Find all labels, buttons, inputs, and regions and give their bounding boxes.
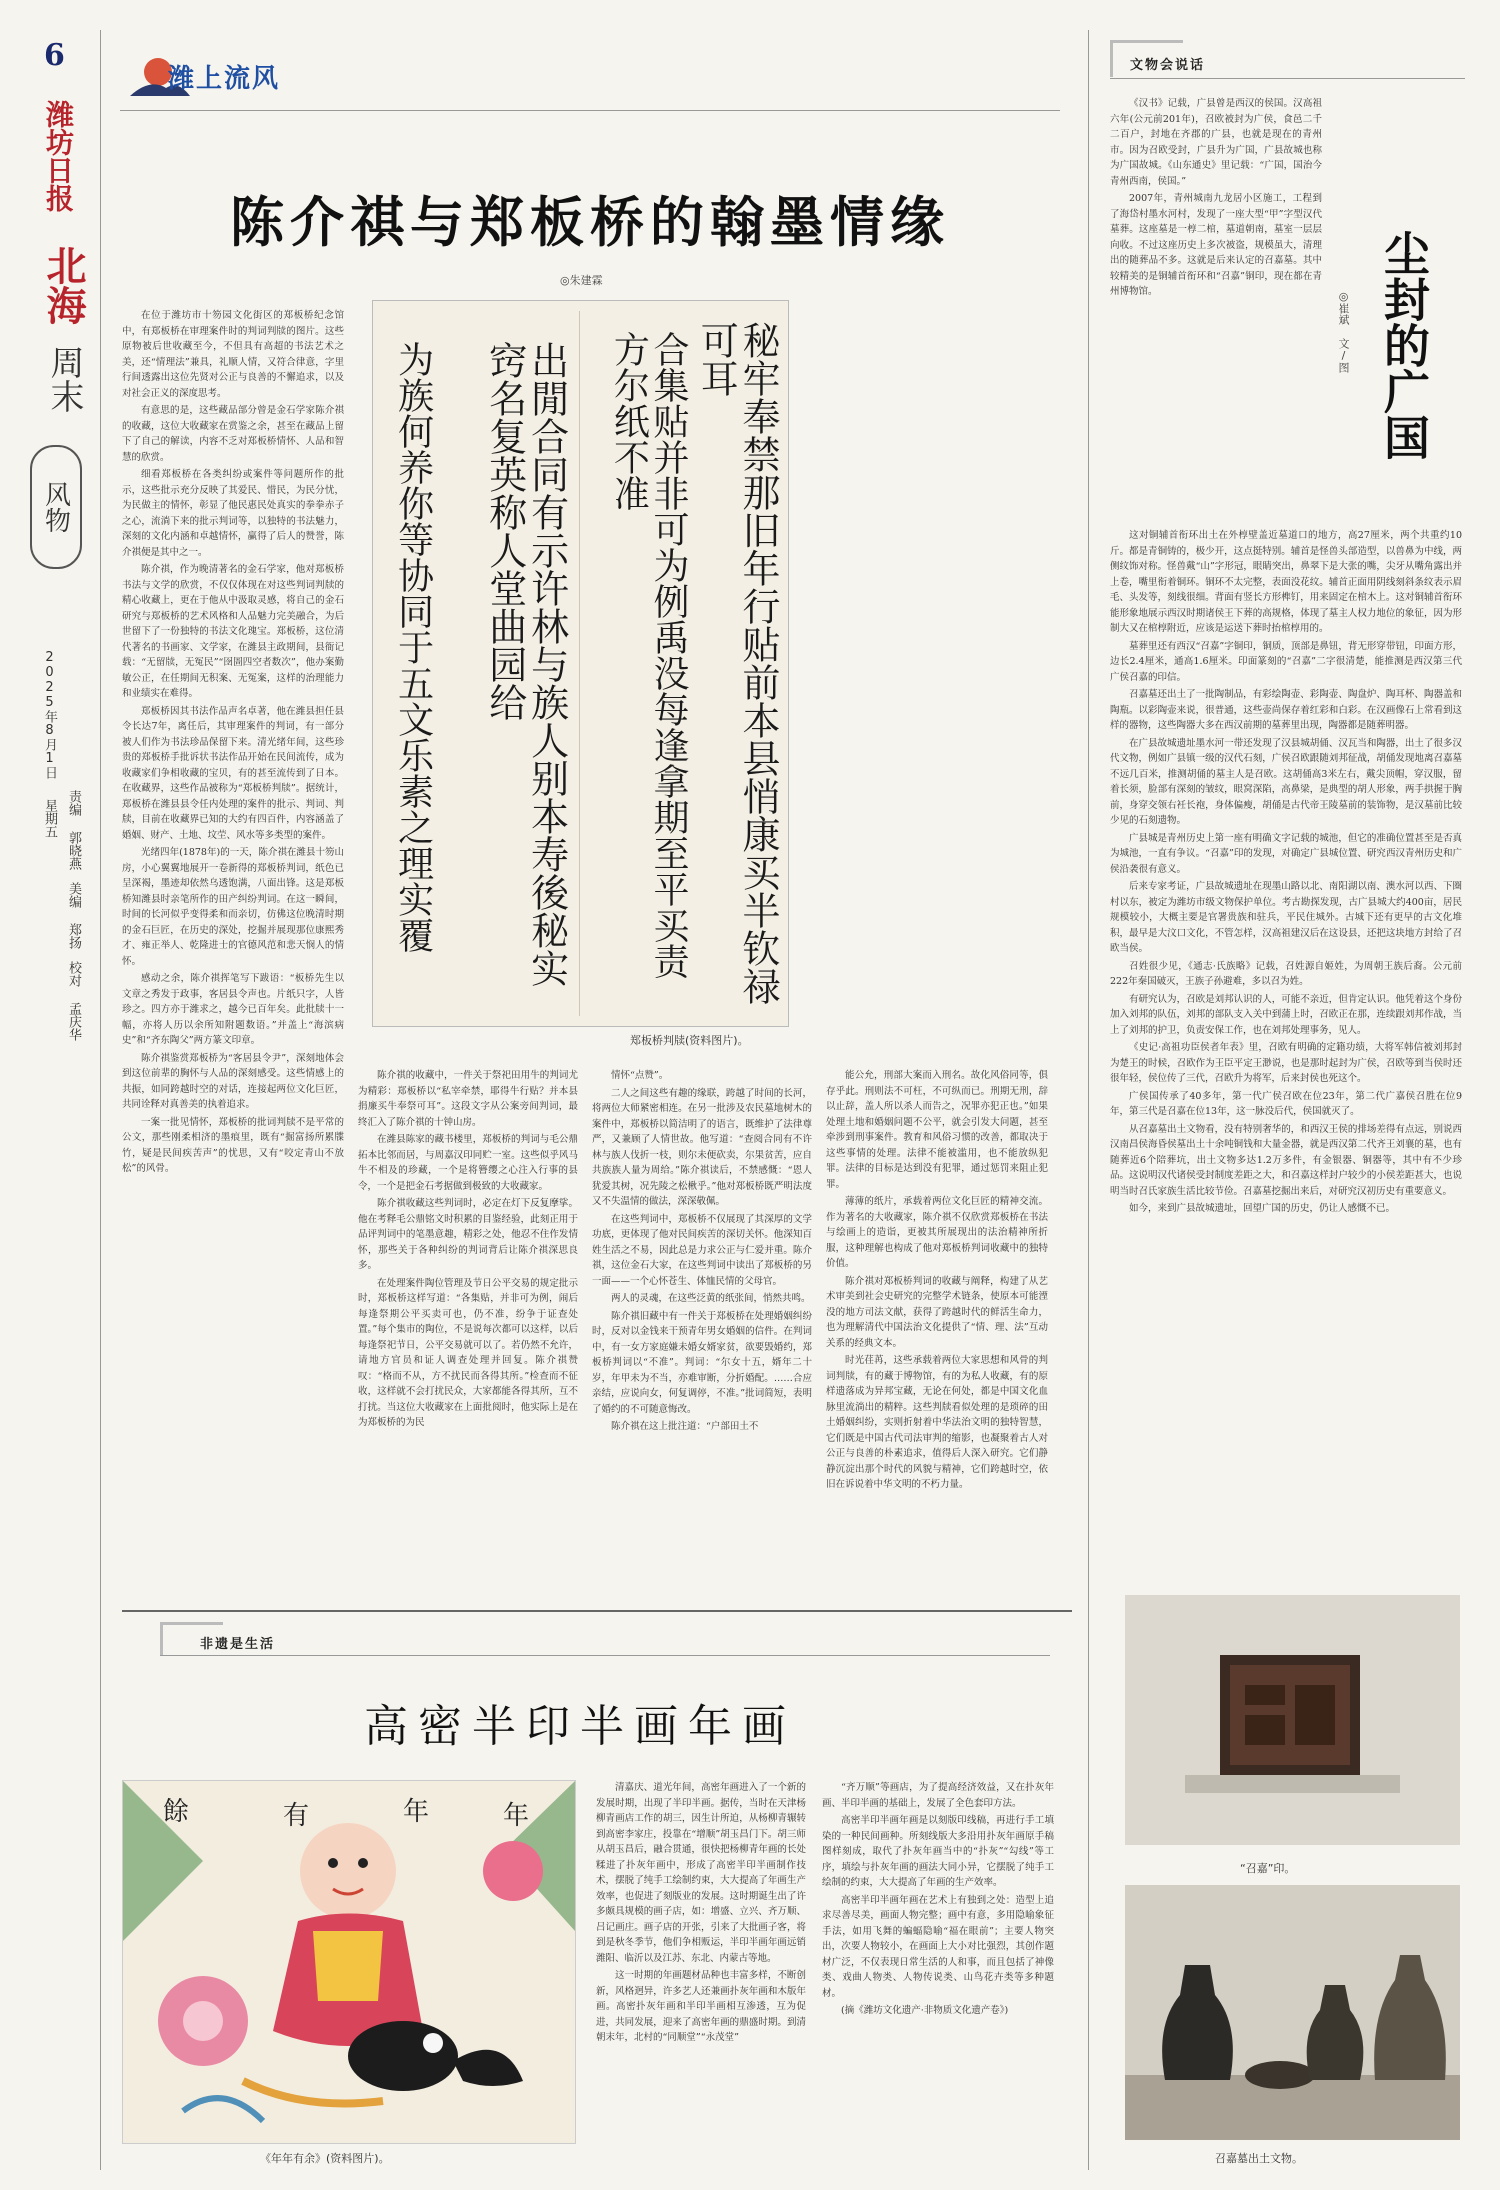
calligraphy-left-col1: 出閒合同有示许林与族人别本寿後秘实窍名复英称人堂曲园给 [482, 341, 569, 987]
paragraph: 郑板桥因其书法作品声名卓著，他在潍县担任县令长达7年，离任后，其审理案件的判词，有一部分被人们作为书法珍品保留下来。清光绪年间，这些珍贵的郑板桥手批诉状书法作品开始在民间流传，成为收藏家们争相收藏的宝贝，有的甚至流传到了日本。在收藏界，这些作品被称为“郑板桥判牍”。据统计，郑板桥在潍县县令任内处理的案件的批示、判词、判牍，目前在收藏界已知的大约有四百件，内容涵盖了婚姻、财产、土地、坟茔、风水等多类型的案件。 [122, 705, 344, 841]
paragraph: 有研究认为，召欧是刘邦认识的人，可能不亲近，但肯定认识。他凭着这个身份加入刘邦的队伍，刘邦的部队支入关中到蒲上时，召欧正在那，连续跟刘邦作战，当上了刘邦的护卫，负责安保工作，也在刘邦处理事务，见人。 [1110, 993, 1462, 1036]
column-label-text: 潍上流风 [168, 64, 281, 94]
paragraph: 清嘉庆、道光年间，高密年画进入了一个新的发展时期，出现了半印半画。据传，当时在天津杨柳青画店工作的胡三，因生计所迫，从杨柳青辗转到高密李家庄，投靠在“增顺”胡玉昌门下。胡三师从胡玉昌后，融合贯通，很快把杨柳青年画的长处糅进了扑灰年画中，形成了高密半印半画制作技术，摆脱了纯手工绘制约束，大大提高了年画生产效率，也促进了刻版业的发展。这时期诞生出了许多颇具规模的画子店，如：增盛、立兴、齐万顺、吕记画庄。画子店的开张，引来了大批画子客，将到是秋冬季节，他们争相贩运，半印半画年画远销潍阳、临沂以及江苏、东北、内蒙古等地。 [596, 1782, 806, 1964]
paragraph: 陈介祺鉴赏郑板桥为“客居县令尹”，深刻地体会到这位前辈的胸怀与人品的深刻感受。这些情感上的共振，如同跨越时空的对话，连接起两位文化巨匠，共同诠释对真善美的执着追求。 [122, 1052, 344, 1110]
paragraph: 召姓很少见，《通志·氏族略》记载，召姓源自姬姓，为周朝王族后裔。公元前222年秦国破灭，王族子孙避难，多以召为姓。 [1110, 960, 1462, 987]
calligraphy-right-col2: 合集贴并非可为例禹没每逢拿期至平买责方尔纸不准 [608, 331, 689, 979]
paragraph: 在潍县陈家的藏书楼里，郑板桥的判词与毛公鼎拓本比邻而居，与周嘉汉印同贮一室。这些似乎风马牛不相及的珍藏，一个是将簪缨之心注入行事的县令，一个是把金石考据做到极致的大收藏家。 [358, 1134, 578, 1192]
paragraph: “齐万顺”等画店，为了提高经济效益，又在扑灰年画、半印半画的基础上，发展了全色套印方法。 [822, 1782, 1054, 1809]
side-column-label: 文物会说话 [1130, 58, 1206, 73]
paragraph: 陈介祺在这上批注道：“户部田土不 [611, 1421, 759, 1432]
nianhua-char-2: 有 [283, 1801, 310, 1831]
main-article-col1 [122, 308, 344, 1598]
side-article-byline: ◎崔斌 文/图 [1337, 290, 1350, 373]
paragraph: 在这些判词中，郑板桥不仅展现了其深厚的文学功底，更体现了他对民间疾苦的深切关怀。他深知百姓生活之不易，因此总是力求公正与仁爱并重。陈介祺，这位金石大家，在这些判词中读出了郑板桥的另一面——一个心怀苍生、体恤民情的父母官。 [592, 1213, 812, 1287]
bottom-column-label: 非遗是生活 [200, 1637, 276, 1652]
new-year-painting-illustration [123, 1781, 575, 2143]
right-column-divider [1088, 30, 1089, 2170]
paragraph: (摘《潍坊文化遗产·非物质文化遗产卷》) [841, 2005, 1009, 2016]
paragraph: 陈介祺对郑板桥判词的收藏与阐释，构建了从艺术审美到社会史研究的完整学术链条，使原本可能湮没的地方司法文献，获得了跨越时代的鲜活生命力，也为理解清代中国法治文化提供了“情、理、法”互动关系的经典文本。 [826, 1275, 1048, 1349]
paragraph: 后来专家考证，广县故城遗址在现墨山路以北、南阳湖以南、澳水河以西、下圈村以东，被定为潍坊市级文物保护单位。考古勘探发现，古广县城大约400亩，居民规模较小，大概主要是官署贵族和驻兵，平民住城外。古城下还有更早的古文化堆积，最早是大汶口文化，不管怎样，汉高祖建汉后在这设县，还把这块地方封给了召欧当侯。 [1110, 881, 1462, 954]
paragraph: 情怀“点赞”。 [611, 1070, 669, 1081]
header-rule [120, 110, 1060, 111]
paragraph: 在广县故城遗址墨水河一带还发现了汉县城胡俑、汉瓦当和陶器，出土了很多汉代文物，例如广县镇一级的汉代石刻，广侯召欧跟随刘邦征战，胡俑发现地离召嘉墓不远几百米，推测胡俑的墓主人是召欧。这胡俑高3米左右，戴尖顶帽，穿汉服，留着长须，脸部有深刻的皱纹，眼窝深陷，高鼻梁，是典型的胡人形象，两手拱握于胸前，身穿交领右衽长袍，身体偏瘦，胡俑是古代帝王陵墓前的装饰物，是汉墓前比较少见的石刻遗物。 [1110, 737, 1462, 826]
edition-name: 北海 [40, 245, 87, 325]
paragraph: 薄薄的纸片，承载着两位文化巨匠的精神交流。作为著名的大收藏家，陈介祺不仅欣赏郑板桥在书法与绘画上的造诣，更被其所展现出的法治精神所折服，这种理解也构成了他对郑板桥判词收藏中的独特价值。 [826, 1196, 1048, 1269]
paragraph: 广县城是青州历史上第一座有明确文字记载的城池，但它的准确位置甚至是否真为城池，一直有争议。“召嘉”印的发现，对确定广县城位置、研究西汉青州历史和广侯沿袭很有意义。 [1110, 832, 1462, 875]
pottery-artifacts-image [1125, 1885, 1460, 2140]
paragraph: 高密半印半画年画在艺术上有独到之处：造型上追求尽善尽美，画面人物完整；画中有意，多用隐喻象征手法，如用飞舞的蝙蝠隐喻“福在眼前”；主要人物突出，次要人物较小，在画面上大小对比强烈，其创作题材广泛，不仅表现日常生活的人和事，而且包括了神像类、戏曲人物类、人物传说类、山鸟花卉类等多种题材。 [822, 1894, 1054, 1999]
issue-date: 2025年8月1日 [42, 650, 57, 779]
side-article-intro [1110, 96, 1322, 526]
article-byline: ◎朱建霖 [560, 274, 603, 287]
bottom-article-title: 高密半印半画年画 [364, 1701, 796, 1752]
calligraphy-caption: 郑板桥判牍(资料图片)。 [630, 1034, 749, 1047]
bottom-article-col1 [596, 1780, 806, 2175]
editor-credit: 责编 郭晓燕 [66, 790, 81, 870]
paragraph: 能公允，刑部大案而入刑名。故化风俗同等，俱存乎此。刑则法不可枉，不可纵而已。刑期无刑，辞以止辞，盖人所以杀人而告之，况罪亦犯正也。”如果处理土地和婚姻问题不公平，就会引发大问题，甚至牵涉到刑事案件。教育和风俗习惯的改善，都取决于这些事情的处理。法律不能被滥用，也不能放纵犯罪。法律的目标是达到没有犯罪，通过惩罚来阻止犯罪。 [826, 1070, 1048, 1190]
paragraph: 召嘉墓还出土了一批陶制品，有彩绘陶壶、彩陶壶、陶盘炉、陶耳杯、陶器盖和陶瓶。以彩陶壶来说，很普通，这些壶尚保存着红彩和白彩。在汉画像石上常看到这样的器物，这些陶器大多在西汉前期的墓葬里出现，陶器都是随葬明器。 [1110, 689, 1462, 731]
section-badge [30, 445, 82, 569]
paragraph: 《史记·高祖功臣侯者年表》里，召欧有明确的定籍功绩，大将军韩信被刘邦封为楚王的时候，召欧作为王臣平定王渺说，也是那时起封为广侯，召欧等到当侯时还很年轻，侯位传了三代，召欧升为将军，后来封侯也死这个。 [1110, 1042, 1462, 1084]
seal-photo [1125, 1595, 1460, 1845]
nianhua-caption: 《年年有余》(资料图片)。 [260, 2152, 390, 2165]
calligraphy-left-col2: 为族何养你等协同于五文乐素之理实覆 [392, 341, 434, 953]
masthead-divider [100, 30, 101, 2170]
proofreader-credit: 校对 孟庆华 [66, 961, 81, 1041]
seal-photo-caption: “召嘉”印。 [1240, 1862, 1296, 1875]
paragraph: 2007年，青州城南九龙居小区施工，工程到了海岱村墨水河村，发现了一座大型“甲”字型汉代墓葬。这座墓是一椁二棺，墓道朝南，墓室一层层向收。不过这座历史上多次被盗，规模虽大，清理出的随葬品不多。这就是后来认定的召嘉墓。其中较精美的是铜辅首衔环和“召嘉”铜印，现在都在青州博物馆。 [1110, 193, 1322, 297]
nianhua-char-4: 年 [503, 1801, 530, 1831]
bottom-article-col2 [822, 1780, 1054, 2175]
side-header-rule [1110, 78, 1465, 79]
paragraph: 光绪四年(1878年)的一天，陈介祺在潍县十笏山房，小心翼翼地展开一卷新得的郑板桥判词，纸色已呈深褐，墨迹却依然乌透饱满，八面出锋。这是郑板桥知潍县时亲笔所作的田产纠纷判词。在这一瞬间，时间的长河似乎变得柔和而亲切，仿佛这位晚清时期的金石巨匠，在历史的深处，挖掘并展现那位康熙秀才、雍正举人、乾隆进士的官德风范和悲天悯人的情怀。 [122, 847, 344, 967]
bottom-header-rule [160, 1655, 1050, 1656]
paragraph: 陈介祺，作为晚清著名的金石学家，他对郑板桥书法与文学的欣赏，不仅仅体现在对这些判词判牍的精心收藏上，更在于他从中汲取灵感，将自己的金石研究与郑板桥的艺术风格和人品魅力完美融合，为后世留下了一份独特的书法文化瑰宝。郑板桥，这位清代著名的书画家、文学家，在潍县主政期间，县衙记载：“无留牍，无冤民”“囹圄四空者数次”，他办案勤敏公正，在任期间无积案、无冤案，这样的治理能力和业绩实在难得。 [122, 564, 344, 699]
section-divider [122, 1610, 1072, 1612]
issue-date-block [40, 650, 58, 838]
calligraphy-right-col1: 秘牢奉禁那旧年行贴前本县悄康买半钦禄可耳 [694, 321, 780, 1005]
paragraph: 在处理案件陶位管理及节日公平交易的规定批示时，郑板桥这样写道：“各集贴，并非可为例，闹后每逢祭期公平买卖可也，仍不准，纷争于证查处置。”每个集市的陶位，不是说每次都可以这样，以后每逢祭祀节日，公平交易就可以了。若仍然不允许，请地方官员和证人调查处理并回复。陈介祺赞叹：“格而不从，方不扰民而各得其所。”检查而不征收，这样就不会打扰民众，大家都能各得其所，互不打扰。当这位大收藏家在上面批阅时，他实际上是在为郑板桥的为民 [358, 1277, 578, 1428]
paragraph: 陈介祺的收藏中，一件关于祭祀田用牛的判词尤为精彩：郑板桥以“私宰牵禁，耶得牛行贴？并本县捐廉买牛奉祭可耳”。这段文字从公案旁间判词，最终汇入了陈介祺的十钟山房。 [358, 1070, 578, 1128]
calligraphy-image [372, 300, 789, 1027]
paragraph: 《汉书》记载，广县曾是西汉的侯国。汉高祖六年(公元前201年)，召欧被封为广侯，食邑二千二百户，封地在齐郡的广县，也就是现在的青州市。因为召欧受封，广县升为广国，广县故城也称为广国故城。《山东通史》里记载：“广国，国治今青州西南，侯国。” [1110, 98, 1322, 187]
paragraph: 在位于潍坊市十笏园文化街区的郑板桥纪念馆中，有郑板桥在审理案件时的判词判牍的图片。这些原物被后世收藏至今，不但具有高超的书法艺术之美，还“情理法”兼具，礼顺人情，又符合律意，字里行间透露出这位先贤对公正与良善的不懈追求，以及对社会正义的深度思考。 [122, 310, 344, 399]
paragraph: 陈介祺收藏这些判词时，必定在灯下反复摩挲。他在考释毛公鼎铭文时积累的目鉴经验，此刻正用于品评判词中的笔墨意趣，精彩之处，他忍不住作发情怀，那些关于各种纠纷的判词背后让陈介祺深思良多。 [358, 1198, 578, 1271]
side-article-body [1110, 528, 1462, 1578]
side-article-title: 尘封的广国 [1377, 230, 1431, 460]
paragraph: 感动之余，陈介祺挥笔写下跋语：“板桥先生以文章之秀发于政事，客居县令声也。片纸只字，人皆珍之。四方亦于潍求之，越今已百年矣。此批牍十一幅，亦将人历以余所知附题数语。”并盖上“海滨病史”和“齐东陶父”两方篆文印章。 [122, 973, 344, 1046]
column-label-weishang [130, 52, 310, 98]
paragraph: 从召嘉墓出土文物看，没有特别奢华的，和西汉王侯的排场差得有点远，别说西汉南昌侯海昏侯墓出土十余吨铜钱和大量金器，就是西汉第二代齐王刘襄的墓，也有随葬近6个陪葬坑，出土文物多达1.2万多件，有金银器、铜器等，其中有不少珍品。这说明汉代诸侯受封制度差距之大，和召嘉这样封户较少的小侯差距甚大，也说明当时召氏家族生活比较节俭。召嘉墓挖掘出来后，对研究汉初历史有重要意义。 [1110, 1123, 1462, 1197]
main-article-col4 [826, 1068, 1048, 1598]
paper-name: 潍坊日报 [42, 100, 75, 212]
paragraph: 一案一批见情怀，郑板桥的批词判牍不是平常的公文，那些刚柔相济的墨痕里，既有“掘富扬所累牒竹，疑是民间疾苦声”的忧思，又有“咬定青山不放松”的风骨。 [122, 1116, 344, 1174]
paragraph: 这对铜辅首衔环出土在外椁壁盖近墓道口的地方，高27厘米，两个共重约10斤。都是青铜铸的，极少开，这点挺特别。辅首是怪兽头部造型，以兽鼻为中线，两侧纹饰对称。怪兽戴“山”字形冠，眼睛突出，鼻翠下是大张的嘴，尖牙从嘴角露出并上卷，嘴里衔着铜环。铜环不太完整，表面没花纹。辅首正面用阴线刻斜条纹表示眉毛、头发等，刻线很细。背面有竖长方形榫钉，用来固定在棺木上。这对铜辅首衔环能形象地展示西汉时期诸侯王下葬的高规格，体现了墓主人权力地位的象征，因为形制大又在棺椁附近，应该是运送下葬时抬棺椁用的。 [1110, 530, 1462, 634]
pottery-photo-caption: 召嘉墓出土文物。 [1215, 2152, 1303, 2165]
section-label: 风物 [40, 481, 71, 533]
paragraph: 陈介祺旧藏中有一件关于郑板桥在处理婚姻纠纷时，反对以金钱来干预青年男女婚姻的信件。在判词中，有一女方家庭嫌未婚女婿家贫，欲要毁婚约，郑板桥判词以“不准”。判词：“尔女十五，婿年二十岁，年甲未为不当，亦难审断，分折婚配。……合应亲结，应说向女，何复调停，不准。”批词简短，表明了婚约的不可随意悔改。 [592, 1310, 812, 1415]
staff-credits [64, 790, 82, 1041]
pottery-photo [1125, 1885, 1460, 2140]
issue-weekday: 星期五 [42, 799, 57, 838]
paragraph: 两人的灵魂，在这些泛黄的纸张间，悄然共鸣。 [611, 1293, 811, 1304]
main-article-col2 [358, 1068, 578, 1598]
paragraph: 墓葬里还有西汉“召嘉”字铜印，铜质，顶部是鼻钮，背无形穿带钮，印面方形，边长2.4厘米，通高1.6厘米。印面篆刻的“召嘉”二字很清楚，能推测是西汉第三代广侯召嘉的印信。 [1110, 640, 1462, 683]
nianhua-image [122, 1780, 576, 2144]
paragraph: 高密半印半画年画是以刻版印线稿，再进行手工填染的一种民间画种。所刻线版大多沿用扑灰年画原手稿图样刻成，取代了扑灰年画当中的“扑灰”“勾线”等工序，填绘与扑灰年画的画法大同小异，它摆脱了纯手工绘制的约束，大大提高了年画的生产效率。 [822, 1815, 1054, 1888]
article-title: 陈介祺与郑板桥的翰墨情缘 [230, 190, 950, 254]
paragraph: 二人之间这些有趣的缘联，跨越了时间的长河，将两位大师紧密相连。在另一批涉及农民墓地树木的案件中，郑板桥以简洁明了的语言，既维护了法律尊严，又兼顾了人情世故。他写道：“查阅合同有不许林与族人伐折一枝，则尔未便砍卖，尔果贫苦，应自共族族人量为周给。”陈介祺读后，不禁感慨：“恩人犹爱其树，况先陵之松楸乎。”他对郑板桥既严明法度又不失温情的做法，深深敬佩。 [592, 1087, 812, 1207]
paragraph: 这一时期的年画题材品种也丰富多样，不断创新，风格迥异，许多艺人还兼画扑灰年画和木版年画。高密扑灰年画和半印半画相互渗透，互为促进，共同发展，迎来了高密年画的鼎盛时期。到清朝末年，北村的“同顺堂”“永茂堂” [596, 1970, 806, 2043]
designer-credit: 美编 郑扬 [66, 882, 81, 949]
page-number: 6 [44, 38, 65, 73]
main-article-col3 [592, 1068, 812, 1598]
nianhua-char-1: 餘 [163, 1797, 190, 1827]
nianhua-char-3: 年 [403, 1797, 430, 1827]
paragraph: 细看郑板桥在各类纠纷或案件等问题所作的批示，这些批示充分反映了其爱民、惜民，为民分忧，为民做主的情怀，彰显了他民惠民处真实的拳拳赤子之心，流淌下来的批示判词等，以独特的书法魅力，深刻的文化内涵和卓越情怀，赢得了后人的赞誉，陈介祺便是其中之一。 [122, 469, 344, 558]
bronze-seal-image [1125, 1595, 1460, 1845]
paragraph: 如今，来到广县故城遗址，回望广国的历史，仍让人感慨不已。 [1129, 1203, 1396, 1214]
paragraph: 广侯国传承了40多年，第一代广侯召欧在位23年，第二代广嘉侯召胜在位9年，第三代是召嘉在位13年，这一脉没后代，侯国就灭了。 [1110, 1090, 1462, 1117]
paragraph: 时光荏苒，这些承载着两位大家思想和风骨的判词判牍，有的藏于博物馆，有的为私人收藏，有的原样遗落成为异邦宝藏，无论在何处，都是中国文化血脉里流淌出的精粹。这些判牍看似处理的是琐碎的田土婚姻纠纷，实则折射着中华法治文明的独特智慧，它们既是中国古代司法审判的缩影，也凝聚着古人对公正与良善的朴素追求，值得后人深入研究。它们静静沉淀出那个时代的风貌与精神，它们跨越时空，依旧在诉说着中华文明的不朽力量。 [826, 1355, 1048, 1490]
paragraph: 有意思的是，这些藏品部分曾是金石学家陈介祺的收藏，这位大收藏家在赏鉴之余，甚至在藏品上留下了自己的解读，内容不乏对郑板桥情怀、人品和智慧的欣赏。 [122, 405, 344, 463]
edition-suffix: 周末 [44, 345, 84, 413]
